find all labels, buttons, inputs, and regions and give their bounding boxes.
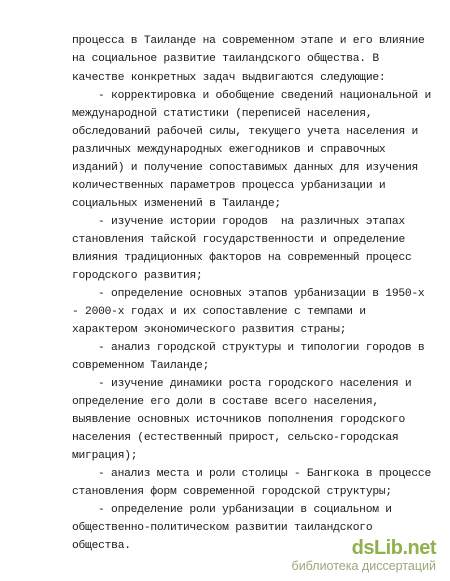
text-line: влияния традиционных факторов на современный процесс [72, 252, 412, 264]
text-line: общественно-политическом развитии таиландского [72, 522, 373, 534]
text-line: - определение роли урбанизации в социальном и [98, 504, 392, 516]
watermark-logo: dsLib.net [351, 537, 436, 559]
text-line: - 2000-х годах и их сопоставление с темпами и [72, 306, 366, 318]
text-line: характером экономического развития страны; [72, 324, 347, 336]
text-line: - определение основных этапов урбанизации в 1950-х [98, 288, 425, 300]
text-line: современном Таиланде; [72, 360, 210, 372]
text-line: процесса в Таиланде на современном этапе и его влияние [72, 35, 425, 47]
text-line: общества. [72, 540, 131, 552]
text-line: - анализ места и роли столицы - Бангкока в процессе [98, 468, 431, 480]
dslib-watermark [292, 537, 436, 573]
text-line: социальных изменений в Таиланде; [72, 198, 281, 210]
text-line: - изучение истории городов на различных этапах [98, 216, 405, 228]
text-line: становления форм современной городской структуры; [72, 486, 392, 498]
text-line: - корректировка и обобщение сведений национальной и [98, 90, 431, 102]
text-line: населения (естественный прирост, сельско-городская [72, 432, 399, 444]
text-line: городского развития; [72, 270, 203, 282]
text-line: становления тайской государственности и определение [72, 234, 405, 246]
text-line: - анализ городской структуры и типологии городов в [98, 342, 425, 354]
text-line: изданий) и получение сопоставимых данных для изучения [72, 162, 419, 174]
text-line: миграция); [72, 450, 138, 462]
text-line: количественных параметров процесса урбанизации и [72, 180, 386, 192]
text-line: на социальное развитие таиландского общества. В [72, 53, 379, 65]
text-line: - изучение динамики роста городского населения и [98, 378, 412, 390]
text-line: определение его доли в составе всего населения, [72, 396, 379, 408]
text-line: качестве конкретных задач выдвигаются следующие: [72, 72, 386, 84]
text-line: международной статистики (переписей населения, [72, 108, 373, 120]
text-line: различных международных ежегодников и справочных [72, 144, 386, 156]
text-line: обследований рабочей силы, текущего учета населения и [72, 126, 419, 138]
text-line: выявление основных источников пополнения городского [72, 414, 405, 426]
watermark-subtitle: библиотека диссертаций [291, 559, 436, 573]
